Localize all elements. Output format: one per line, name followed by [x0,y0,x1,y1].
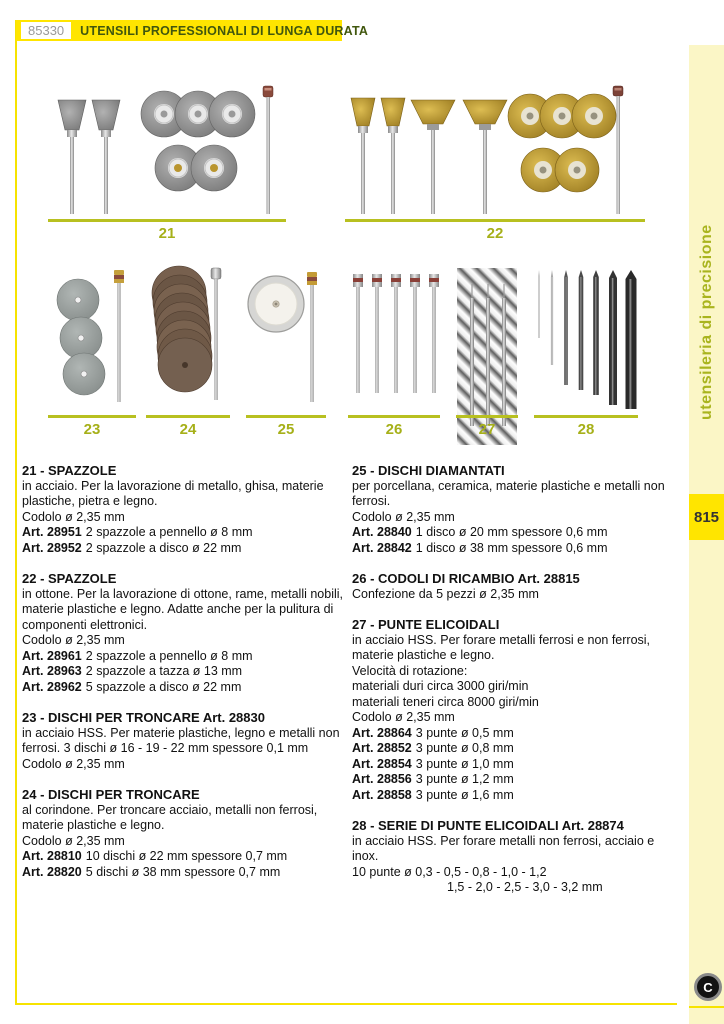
article-code: Art. 28840 [352,525,412,539]
section-body-line: Codolo ø 2,35 mm [22,509,125,524]
article-code: Art. 28854 [352,756,412,771]
article-row [352,726,672,742]
article-desc: 2 spazzole a tazza ø 13 mm [85,664,243,678]
figure-number: 25 [277,421,295,438]
section-heading: 21 - SPAZZOLE [22,463,117,478]
article-code: Art. 28952 [22,540,82,555]
page-title: UTENSILI PROFESSIONALI DI LUNGA DURATA [80,23,369,38]
article-desc: 5 dischi ø 38 mm spessore 0,7 mm [85,864,281,879]
header-bar [16,20,369,41]
section-body-line: materiali teneri circa 8000 giri/min [352,694,539,709]
product-section-22 [22,571,345,695]
figure-27-label [456,415,518,438]
product-section-27 [352,617,672,803]
figure-23-label [48,415,136,438]
product-section-28 [352,818,672,896]
figure-number: 26 [385,421,403,438]
article-desc: 2 spazzole a pennello ø 8 mm [85,525,253,539]
figure-24-image [146,260,232,417]
product-section-25 [352,463,672,556]
section-body-line: al corindone. Per troncare acciaio, metalli non ferrosi, materie plastiche e legno. [22,802,318,832]
figure-number: 22 [486,225,504,242]
left-border-line [15,20,17,1004]
article-desc: 3 punte ø 1,0 mm [415,756,514,771]
figure-21-image [50,74,290,225]
article-row [352,525,672,541]
article-row [22,849,345,865]
section-heading: 22 - SPAZZOLE [22,571,117,586]
article-code: Art. 28961 [22,648,82,663]
text-column-left [22,463,345,895]
section-body-line: materiali duri circa 3000 giri/min [352,679,529,693]
article-code: Art. 28864 [352,725,412,740]
article-row [22,865,345,881]
article-row [352,741,672,757]
section-heading: 23 - DISCHI PER TRONCARE Art. 28830 [22,710,265,725]
section-body-line: per porcellana, ceramica, materie plastiche e metalli non ferrosi. [352,478,665,508]
section-body-line: Codolo ø 2,35 mm [22,633,125,647]
article-code: Art. 28810 [22,849,82,863]
figure-number: 24 [179,421,197,438]
catalog-code: 85330 [21,22,71,39]
article-code: Art. 28820 [22,864,82,879]
product-section-26 [352,571,672,602]
article-desc: 3 punte ø 0,8 mm [415,741,514,755]
section-body-line: in acciaio HSS. Per materie plastiche, legno e metalli non ferrosi. 3 dischi ø 16 - 19 - 22 mm spessore 0,1 mm [22,725,340,755]
figure-number: 28 [577,421,595,438]
figure-28-image [534,260,642,417]
product-section-24 [22,787,345,880]
article-code: Art. 28962 [22,679,82,694]
bottom-border-line [15,1003,677,1005]
section-body-line: in acciaio HSS. Per forare metalli ferrosi e non ferrosi, materie plastiche e legno. [352,632,651,662]
section-body-line: Codolo ø 2,35 mm [22,833,125,848]
section-body-line: in acciaio HSS. Per forare metalli non ferrosi, acciaio e inox. [352,833,655,863]
article-row [22,525,345,541]
section-heading: 28 - SERIE DI PUNTE ELICOIDALI Art. 28874 [352,818,624,833]
figure-22-label [345,219,645,242]
figure-23-image [48,262,136,417]
article-desc: 2 spazzole a disco ø 22 mm [85,540,242,555]
article-desc: 10 dischi ø 22 mm spessore 0,7 mm [85,849,288,863]
section-body-line: Codolo ø 2,35 mm [352,509,455,524]
figure-number: 23 [83,421,101,438]
product-section-21 [22,463,345,556]
figure-24-label [146,415,230,438]
article-code: Art. 28963 [22,664,82,678]
figure-number: 21 [158,225,176,242]
article-row [352,788,672,804]
article-code: Art. 28852 [352,741,412,755]
figure-28-label [534,415,638,438]
article-row [22,680,345,696]
article-row [22,649,345,665]
article-code: Art. 28842 [352,540,412,555]
figure-25-image [246,262,328,417]
strip-bottom-line [689,1006,724,1008]
section-heading: 26 - CODOLI DI RICAMBIO Art. 28815 [352,571,580,586]
section-heading: 27 - PUNTE ELICOIDALI [352,617,500,632]
section-body-line: in acciaio. Per la lavorazione di metallo, ghisa, materie plastiche, pietra e legno. [22,478,324,508]
article-row [22,541,345,557]
article-code: Art. 28856 [352,772,412,786]
text-column-right [352,463,672,911]
section-body-line: Codolo ø 2,35 mm [22,756,125,771]
article-desc: 3 punte ø 1,2 mm [415,772,514,786]
article-desc: 1 disco ø 20 mm spessore 0,6 mm [415,525,608,539]
section-body-line: Velocità di rotazione: [352,663,468,678]
article-desc: 3 punte ø 1,6 mm [415,787,514,802]
article-code: Art. 28951 [22,525,82,539]
figure-26-label [348,415,440,438]
article-desc: 3 punte ø 0,5 mm [415,725,514,740]
article-row [352,757,672,773]
article-row [352,772,672,788]
section-body-line: Confezione da 5 pezzi ø 2,35 mm [352,586,539,601]
article-desc: 5 spazzole a disco ø 22 mm [85,679,242,694]
product-section-23 [22,710,345,772]
publisher-logo-icon: C [694,973,722,1001]
article-desc: 1 disco ø 38 mm spessore 0,6 mm [415,540,608,555]
section-body-line: Codolo ø 2,35 mm [352,710,455,724]
side-category-label: utensileria di precisione [698,224,715,421]
figure-number: 27 [478,421,496,438]
section-heading: 25 - DISCHI DIAMANTATI [352,463,505,478]
section-body-line: 1,5 - 2,0 - 2,5 - 3,0 - 3,2 mm [447,880,603,894]
article-row [352,541,672,557]
section-body-line: 10 punte ø 0,3 - 0,5 - 0,8 - 1,0 - 1,2 [352,864,547,879]
figure-22-image [345,74,645,225]
article-code: Art. 28858 [352,787,412,802]
page-number-badge: 815 [689,494,724,540]
figure-26-image [348,268,444,413]
section-heading: 24 - DISCHI PER TRONCARE [22,787,200,802]
section-body-line: in ottone. Per la lavorazione di ottone, rame, metalli nobili, materie plastiche e legno. Adatte anche per la pulitura di componenti elettronici. [22,586,344,632]
figure-21-label [48,219,286,242]
figure-25-label [246,415,326,438]
article-desc: 2 spazzole a pennello ø 8 mm [85,648,253,663]
article-row [22,664,345,680]
